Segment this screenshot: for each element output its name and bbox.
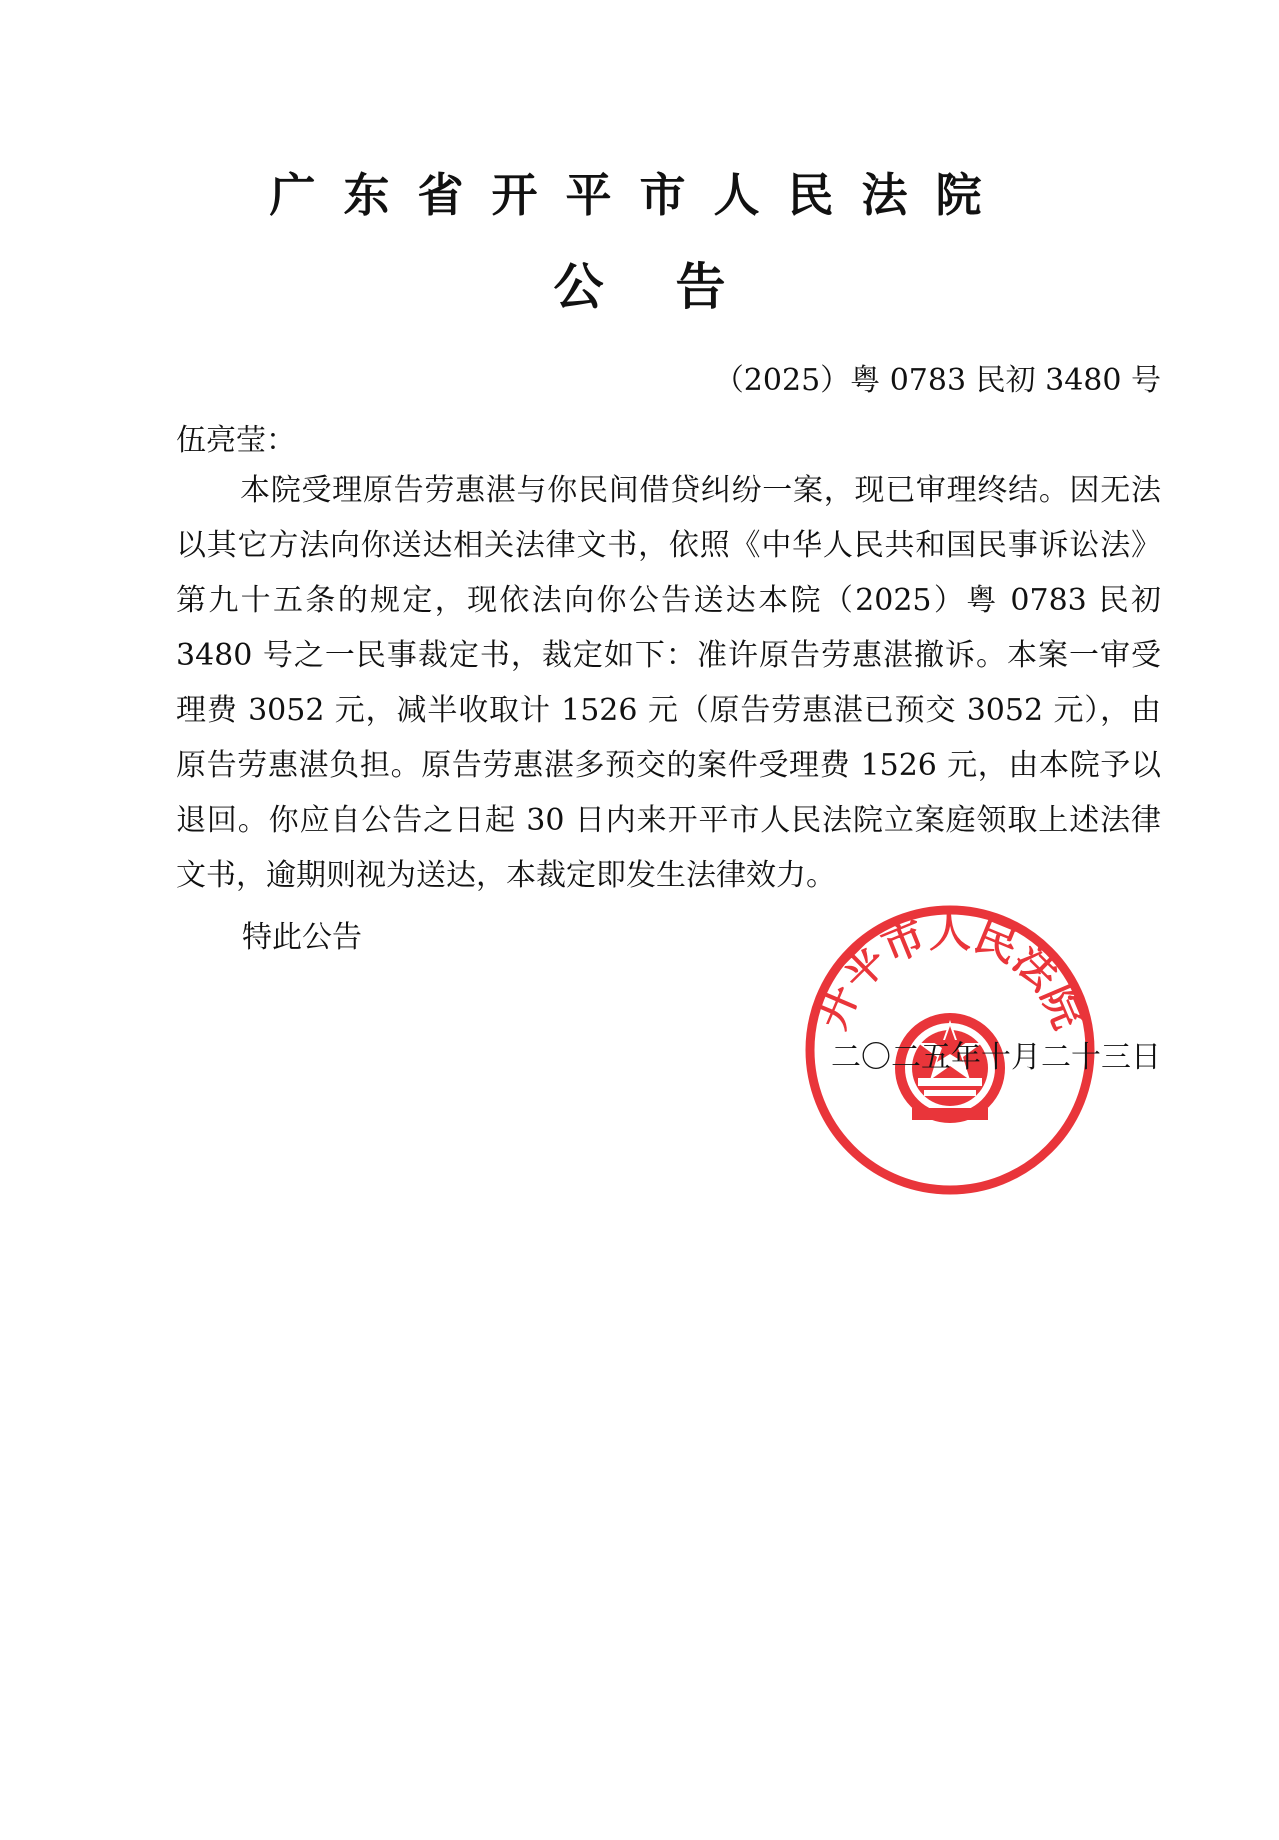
addressee: 伍亮莹： — [176, 423, 296, 458]
seal-text: 开平市人民法院 — [806, 907, 1094, 1036]
notice-title: 公告 — [553, 258, 798, 316]
issue-date: 二〇二五年十月二十三日 — [831, 1040, 1161, 1075]
notice-body: 本院受理原告劳惠湛与你民间借贷纠纷一案，现已审理终结。因无法以其它方法向你送达相关法律文书，依照《中华人民共和国民事诉讼法》第九十五条的规定，现依法向你公告送达本院（2025）粤 0783 民初 3480 号之一民事裁定书，裁定如下：准许原告劳惠湛撤诉。本案一审受理费 3052 元，减半收取计 1526 元（原告劳惠湛已预交 3052 元），由原告劳惠湛负担。原告劳惠湛多预交的案件受理费 1526 元，由本院予以退回。你应自公告之日起 30 日内来开平市人民法院立案庭领取上述法律文书，逾期则视为送达，本裁定即发生法律效力。 — [176, 473, 1161, 893]
court-name-title: 广东省开平市人民法院 — [269, 168, 1010, 222]
closing-phrase: 特此公告 — [242, 920, 362, 955]
case-number: （2025）粤 0783 民初 3480 号 — [713, 363, 1161, 398]
